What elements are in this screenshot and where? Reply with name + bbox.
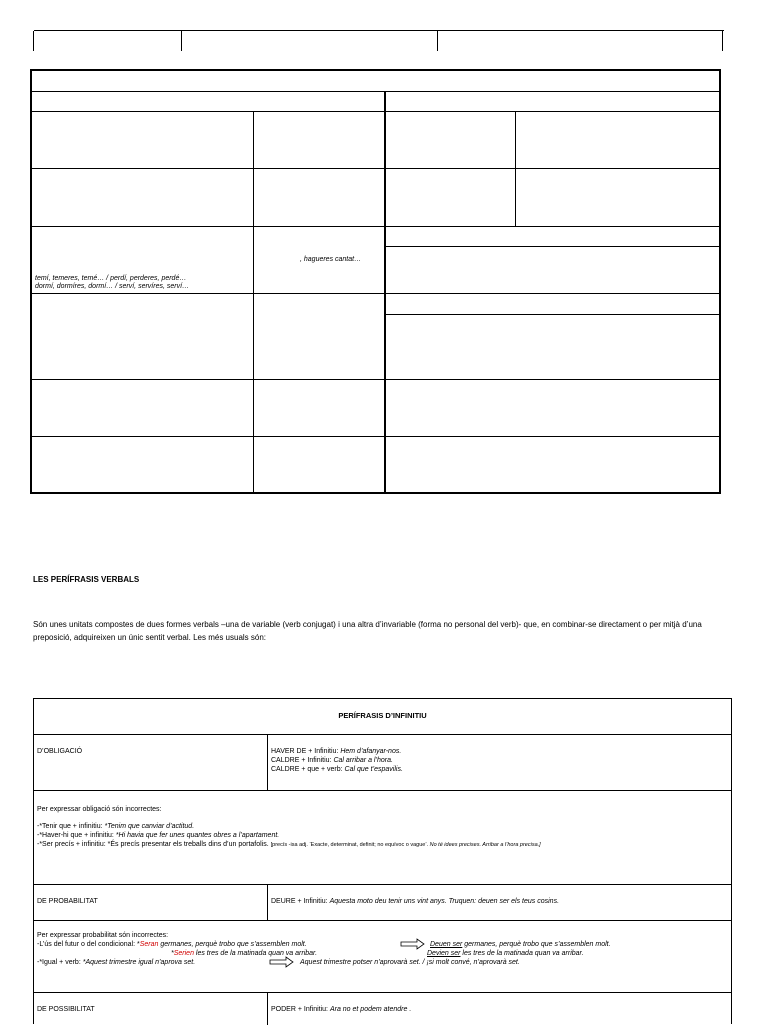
obligacio-rule-3: CALDRE + que + verb: Cal que t’espavilis.	[271, 766, 403, 773]
probabilitat-rule: DEURE + Infinitiu: Aquesta moto deu tenir uns vint anys. Truquen: deuen ser els teus cosins.	[271, 898, 560, 905]
possibilitat-rule: PODER + Infinitiu: Ara no et podem atendre .	[271, 1006, 412, 1013]
probabilitat-label: DE PROBABILITAT	[37, 898, 98, 905]
obligacio-rule-2: CALDRE + Infinitiu: Cal arribar a l’hora.	[271, 757, 393, 764]
arrow-right-icon	[269, 956, 295, 968]
conjugation-example-line-1: temí, temeres, temé… / perdí, perderes, perdé…	[35, 275, 187, 282]
obligacio-rule-1: HAVER DE + Infinitiu: Hem d’afanyar-nos.	[271, 748, 402, 755]
section-intro: Són unes unitats compostes de dues formes verbals –una de variable (verb conjugat) i una altra d’invariable (forma no personal del verb)- que, en combinar-se directament o per mitjà d’una preposició, adquireixen un únic sentit verbal. Les més usuals són:	[33, 620, 702, 642]
obligacio-rules	[271, 747, 403, 774]
conjugation-example-line-2: dormí, dormíres, dormí… / serví, servíres, serví…	[35, 283, 190, 290]
perifrasis-header: PERÍFRASIS D’INFINITIU	[338, 711, 427, 720]
section-title: LES PERÍFRASIS VERBALS	[33, 575, 140, 584]
conjugation-example-mid: , hagueres cantat…	[300, 256, 362, 263]
possibilitat-label: DE POSSIBILITAT	[37, 1006, 95, 1013]
obligacio-note: Per expressar obligació són incorrectes: -*Tenir que + infinitiu: *Tenim que canviar d’actitud. -*Haver-hi que + infinitiu: *Hi havia que fer unes quantes obres a l’apartament. -*Ser precís + infinitiu: *És precís presentar els treballs dins d’un portafolis. [precís -isa adj. ‘Exacte, determinat, definit; no equívoc o vague’. No té idees precises. Arribar a l’hora precisa.]	[37, 806, 541, 848]
top-header-row	[34, 30, 724, 50]
perifrasis-table	[33, 698, 732, 1024]
conjugation-table	[30, 69, 721, 494]
probabilitat-note: Per expressar probabilitat són incorrectes: -L’ús del futur o del condicional: *Seran germanes, perquè trobo que s’assemblen molt. Deuen ser germanes, perquè trobo que s’assemblen molt. *Serien les tres de la matinada quan va arribar. Devien ser les tres de la matinada quan va arribar. -*Igual + verb: *Aquest trimestre igual n’aprova set. Aquest trimestre potser n’aprovarà set. / ¡si molt convé, n’aprovarà set.	[37, 932, 611, 966]
obligacio-label: D’OBLIGACIÓ	[37, 748, 83, 755]
